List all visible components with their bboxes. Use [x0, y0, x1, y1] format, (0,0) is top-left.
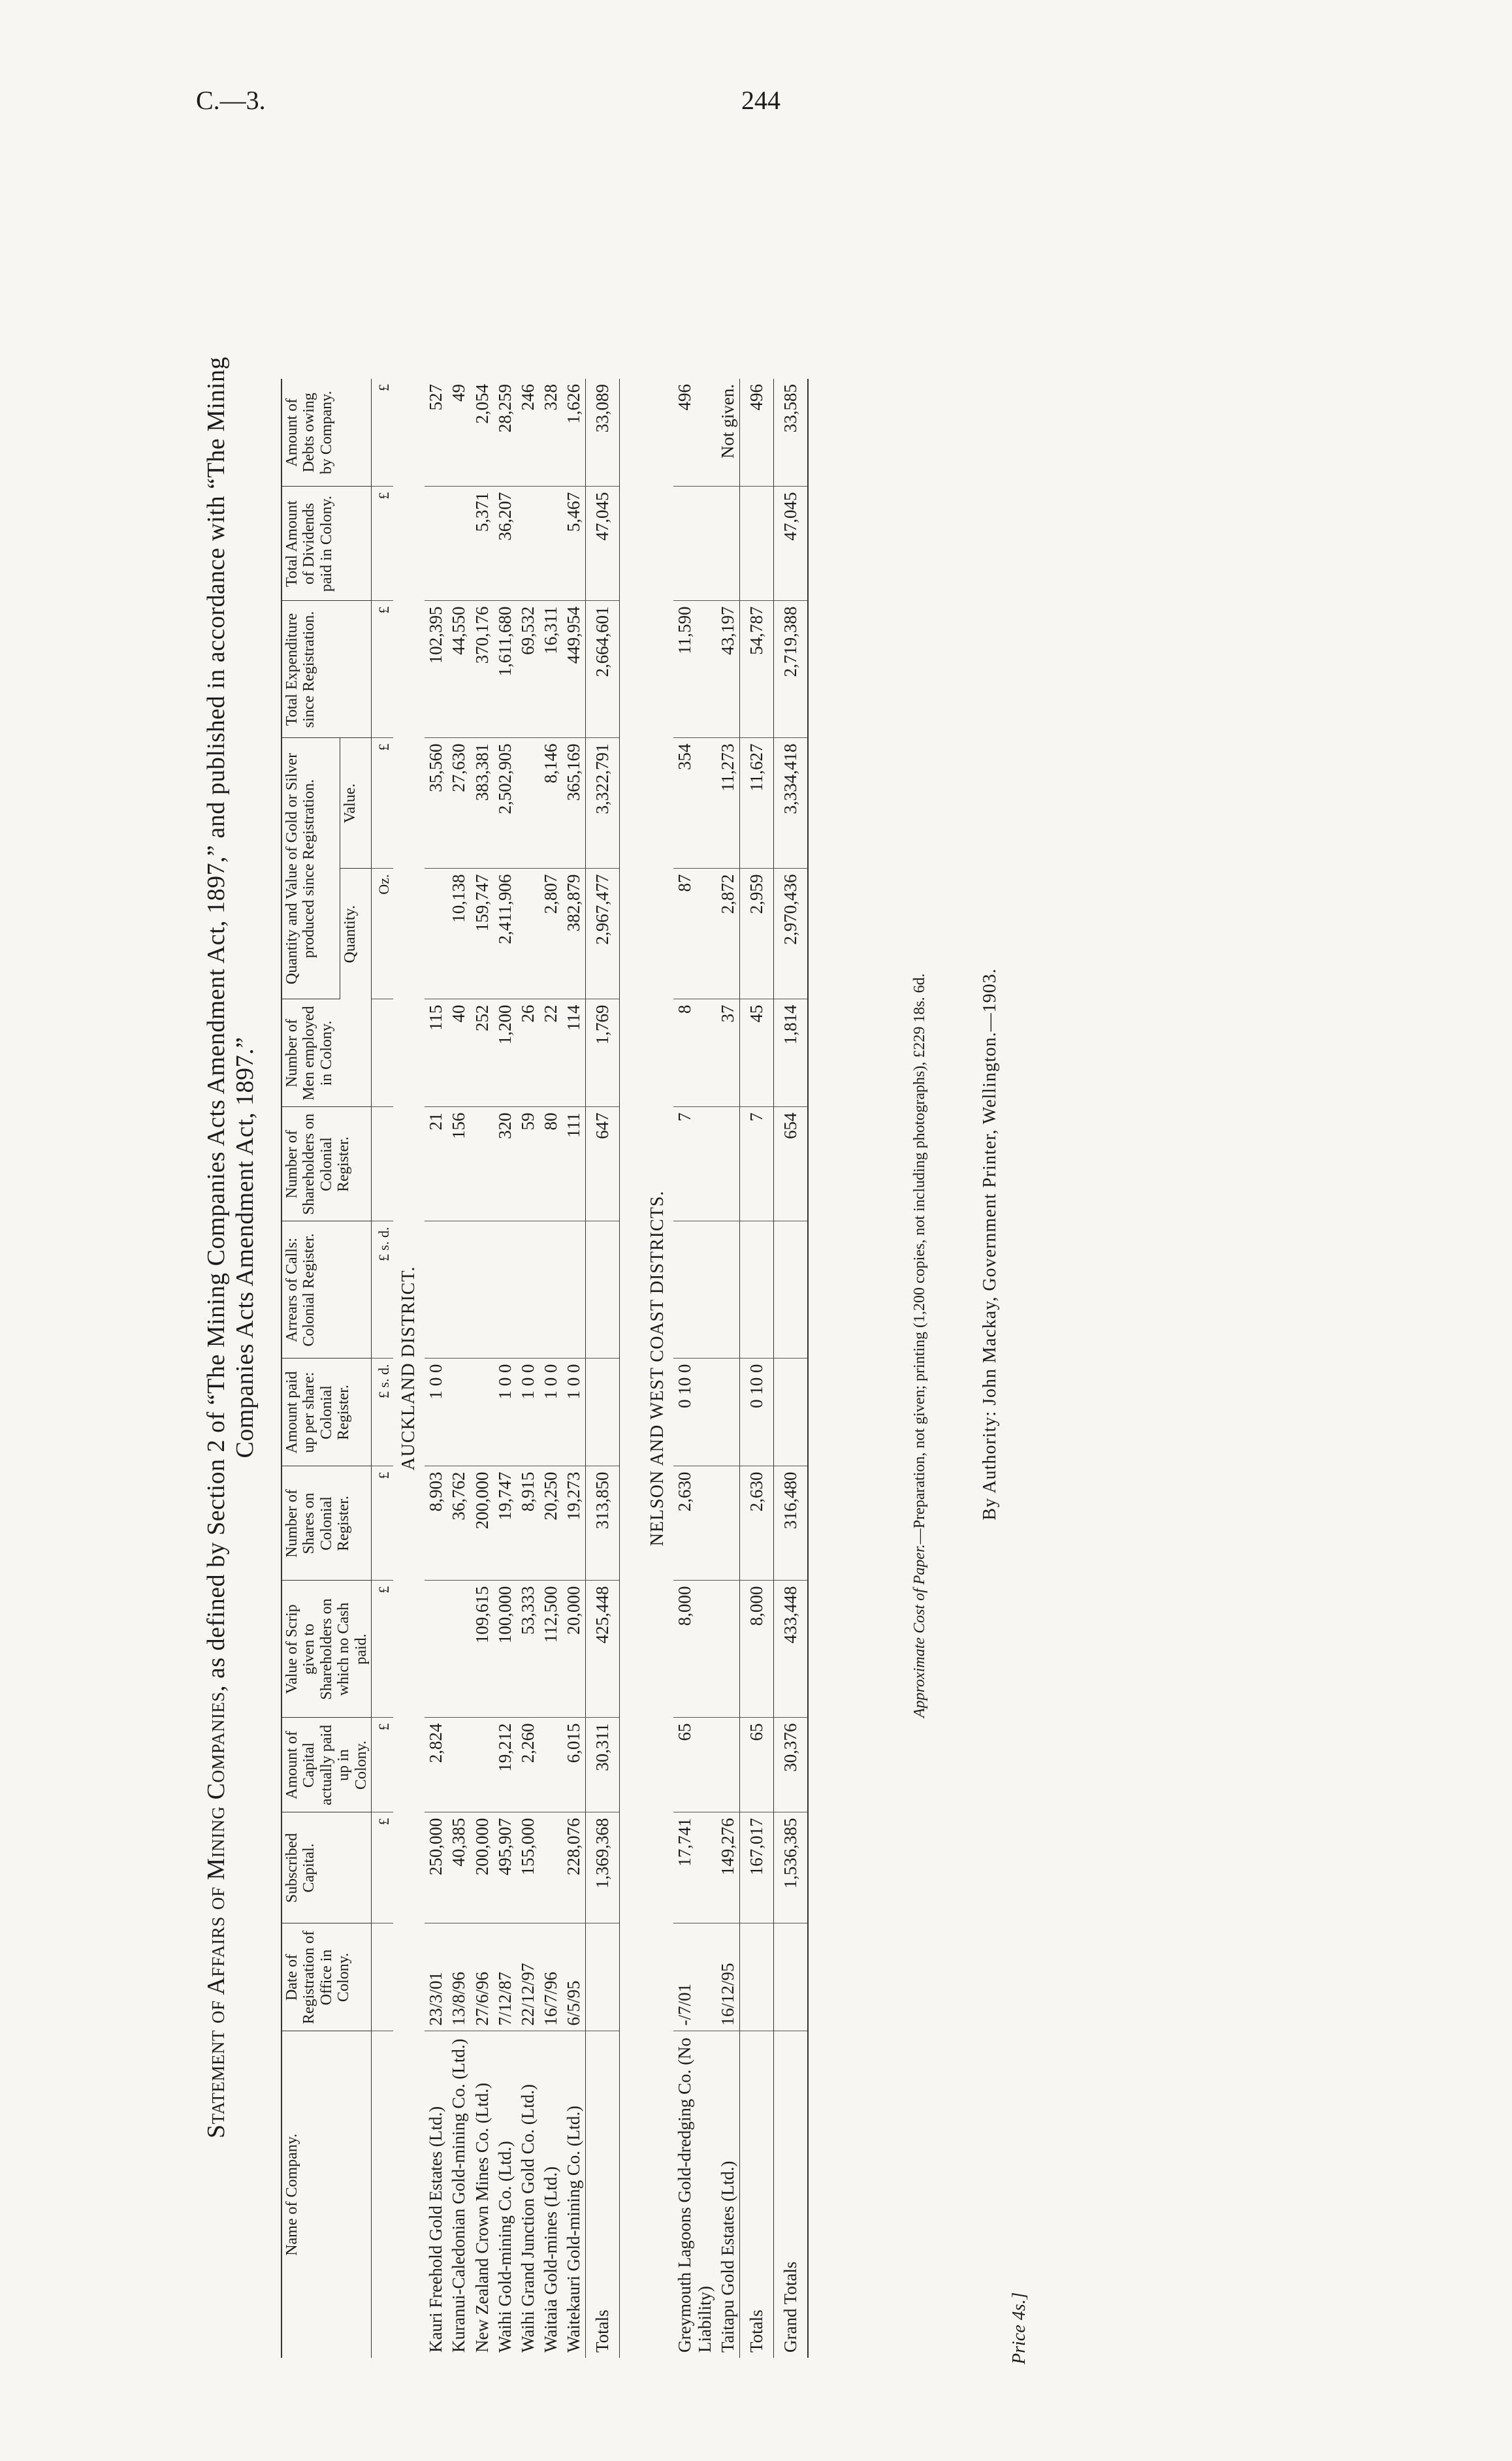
unit-cell-date: [371, 1923, 393, 2031]
cell-name: Kuranui-Caledonian Gold-mining Co. (Ltd.): [449, 2038, 469, 2353]
cell-value: 11,273: [716, 738, 740, 869]
table-row: [471, 379, 494, 2358]
cell-per-share: [471, 1359, 494, 1466]
page-number: 244: [741, 86, 780, 115]
cell-scrip: [447, 1581, 470, 1718]
col-date: Date of Registration of Office in Colony.: [281, 1923, 371, 2031]
cell-shareholders: 654: [774, 1107, 809, 1221]
unit-cell-value: £: [371, 738, 393, 869]
cell-debts: 2,054: [471, 379, 494, 487]
cell-paid-up: 65: [740, 1718, 774, 1812]
cell-men: 1,200: [494, 999, 517, 1107]
cell-debts: Not given.: [716, 379, 740, 487]
col-expenditure: Total Expenditure since Registration.: [281, 601, 371, 738]
cell-dividends: [673, 487, 716, 601]
cell-shares: 200,000: [471, 1466, 494, 1581]
cell-dividends: [425, 487, 447, 601]
cell-value: 3,322,791: [585, 738, 619, 869]
cell-shareholders: 320: [494, 1107, 517, 1221]
cell-expenditure: 54,787: [740, 601, 774, 738]
cell-arrears: [673, 1221, 716, 1359]
unit-cell-scrip: £: [371, 1581, 393, 1718]
cell-name: Totals: [740, 2031, 774, 2358]
table-row: [447, 379, 470, 2358]
cell-expenditure: 44,550: [447, 601, 470, 738]
cell-shares: 313,850: [585, 1466, 619, 1581]
cell-subscribed: 149,276: [716, 1812, 740, 1923]
cell-expenditure: 370,176: [471, 601, 494, 738]
cell-quantity: 2,411,906: [494, 869, 517, 999]
cell-date: 16/12/95: [716, 1923, 740, 2031]
cell-subscribed: [539, 1812, 562, 1923]
cell-name: Kauri Freehold Gold Estates (Ltd.): [426, 2106, 446, 2353]
cell-shareholders: 21: [425, 1107, 447, 1221]
col-dividends: Total Amount of Dividends paid in Colony.: [281, 487, 371, 601]
cell-quantity: 382,879: [562, 869, 586, 999]
cell-date: 23/3/01: [425, 1923, 447, 2031]
cell-arrears: [740, 1221, 774, 1359]
cell-subscribed: 155,000: [517, 1812, 539, 1923]
cell-dividends: 5,467: [562, 487, 586, 601]
cell-shares: 8,903: [425, 1466, 447, 1581]
cell-paid-up: 19,212: [494, 1718, 517, 1812]
cell-paid-up: 30,376: [774, 1718, 809, 1812]
cell-men: 1,769: [585, 999, 619, 1107]
cell-quantity: [425, 869, 447, 999]
cell-subscribed: 200,000: [471, 1812, 494, 1923]
cell-date: [740, 1923, 774, 2031]
cell-value: 27,630: [447, 738, 470, 869]
cell-scrip: 100,000: [494, 1581, 517, 1718]
cost-label: Approximate Cost of Paper.: [911, 1544, 928, 1718]
col-name: Name of Company.: [281, 2031, 371, 2358]
col-debts: Amount of Debts owing by Company.: [281, 379, 371, 487]
cell-paid-up: 6,015: [562, 1718, 586, 1812]
cell-value: [517, 738, 539, 869]
cell-subscribed: 250,000: [425, 1812, 447, 1923]
cell-expenditure: 16,311: [539, 601, 562, 738]
cell-per-share: [716, 1359, 740, 1466]
cell-value: 3,334,418: [774, 738, 809, 869]
title-line2: Companies Acts Amendment Act, 1897.”: [231, 1037, 259, 1458]
cell-shares: 316,480: [774, 1466, 809, 1581]
cell-subscribed: 1,369,368: [585, 1812, 619, 1923]
cell-men: 8: [673, 999, 716, 1107]
unit-cell-per-share: £ s. d.: [371, 1359, 393, 1466]
cell-expenditure: 43,197: [716, 601, 740, 738]
col-men: Number of Men employed in Colony.: [281, 999, 371, 1107]
cell-quantity: 2,807: [539, 869, 562, 999]
table-row: [539, 379, 562, 2358]
cell-per-share: [585, 1359, 619, 1466]
cell-shares: 2,630: [673, 1466, 716, 1581]
title-line1: as defined by Section 2 of “The Mining Companies Acts Amendment Act, 1897,” and published in accordance with “The Mining: [202, 357, 230, 1679]
unit-cell-paid-up: £: [371, 1718, 393, 1812]
cell-shares: 2,630: [740, 1466, 774, 1581]
cell-per-share: 1 0 0: [539, 1359, 562, 1466]
table-body: [371, 379, 808, 2358]
district-heading-auckland-label: AUCKLAND DISTRICT.: [398, 1266, 419, 1471]
cell-shares: 19,273: [562, 1466, 586, 1581]
col-per-share: Amount paid up per share: Colonial Register.: [281, 1359, 371, 1466]
cell-men: 26: [517, 999, 539, 1107]
cost-note: [911, 973, 929, 1718]
cell-arrears: [539, 1221, 562, 1359]
cell-scrip: 433,448: [774, 1581, 809, 1718]
unit-cell-shares: £: [371, 1466, 393, 1581]
cell-quantity: 10,138: [447, 869, 470, 999]
cell-value: 8,146: [539, 738, 562, 869]
cell-date: 27/6/96: [471, 1923, 494, 2031]
cell-scrip: 425,448: [585, 1581, 619, 1718]
cell-shareholders: 647: [585, 1107, 619, 1221]
cell-quantity: 159,747: [471, 869, 494, 999]
cell-arrears: [774, 1221, 809, 1359]
unit-cell-dividends: £: [371, 487, 393, 601]
cell-paid-up: [539, 1718, 562, 1812]
cell-arrears: [562, 1221, 586, 1359]
cell-expenditure: 2,664,601: [585, 601, 619, 738]
cell-men: 252: [471, 999, 494, 1107]
cell-per-share: 1 0 0: [425, 1359, 447, 1466]
cost-text: —Preparation, not given; printing (1,200 copies, not including photographs), £229 18s. 6d.: [911, 973, 928, 1545]
cell-dividends: [740, 487, 774, 601]
cell-shares: 36,762: [447, 1466, 470, 1581]
district-heading-auckland: [393, 379, 425, 2358]
cell-arrears: [447, 1221, 470, 1359]
cell-per-share: [774, 1359, 809, 1466]
cell-name: Waitaia Gold-mines (Ltd.): [540, 2166, 560, 2353]
cell-subscribed: 495,907: [494, 1812, 517, 1923]
cell-subscribed: 40,385: [447, 1812, 470, 1923]
cell-debts: 49: [447, 379, 470, 487]
cell-scrip: 8,000: [740, 1581, 774, 1718]
cell-value: 11,627: [740, 738, 774, 869]
cell-expenditure: 1,611,680: [494, 601, 517, 738]
col-paid-up: Amount of Capital actually paid up in Colony.: [281, 1718, 371, 1812]
statement-title: [202, 131, 259, 2364]
cell-scrip: 20,000: [562, 1581, 586, 1718]
cell-arrears: [471, 1221, 494, 1359]
cell-name: Taitapu Gold Estates (Ltd.): [718, 2161, 738, 2353]
grand-totals-row: [774, 379, 809, 2358]
cell-date: [774, 1923, 809, 2031]
cell-subscribed: 167,017: [740, 1812, 774, 1923]
cell-value: 365,169: [562, 738, 586, 869]
cell-value: 35,560: [425, 738, 447, 869]
cell-arrears: [517, 1221, 539, 1359]
district-heading-nelson: [642, 379, 673, 2358]
cell-shareholders: 80: [539, 1107, 562, 1221]
cell-dividends: 47,045: [774, 487, 809, 601]
cell-name: Greymouth Lagoons Gold-dredging Co. (No Liability): [675, 2037, 715, 2353]
cell-quantity: 2,872: [716, 869, 740, 999]
cell-date: -/7/01: [673, 1923, 716, 2031]
cell-shareholders: [716, 1107, 740, 1221]
cell-debts: 33,089: [585, 379, 619, 487]
cell-expenditure: 2,719,388: [774, 601, 809, 738]
cell-date: 16/7/96: [539, 1923, 562, 2031]
cell-date: [585, 1923, 619, 2031]
cell-shareholders: 156: [447, 1107, 470, 1221]
cell-paid-up: [471, 1718, 494, 1812]
mining-companies-table: [281, 379, 809, 2358]
cell-shareholders: 59: [517, 1107, 539, 1221]
cell-name: Waitekauri Gold-mining Co. (Ltd.): [563, 2106, 583, 2353]
cell-debts: 1,626: [562, 379, 586, 487]
cell-paid-up: [447, 1718, 470, 1812]
cell-men: 114: [562, 999, 586, 1107]
unit-cell-shareholders: [371, 1107, 393, 1221]
unit-cell-subscribed: £: [371, 1812, 393, 1923]
cell-arrears: [585, 1221, 619, 1359]
unit-cell-name: [371, 2031, 393, 2358]
cell-quantity: 2,959: [740, 869, 774, 999]
cell-value: 2,502,905: [494, 738, 517, 869]
cell-date: 13/8/96: [447, 1923, 470, 2031]
spacer-cell: [619, 379, 642, 2358]
cell-quantity: 2,967,477: [585, 869, 619, 999]
cell-scrip: [425, 1581, 447, 1718]
cell-name: Waihi Grand Junction Gold Co. (Ltd.): [517, 2083, 538, 2353]
unit-cell-arrears: £ s. d.: [371, 1221, 393, 1359]
cell-shareholders: [471, 1107, 494, 1221]
cell-value: 354: [673, 738, 716, 869]
cell-quantity: 2,970,436: [774, 869, 809, 999]
unit-cell-expenditure: £: [371, 601, 393, 738]
cell-per-share: 1 0 0: [517, 1359, 539, 1466]
cell-debts: 496: [740, 379, 774, 487]
cell-men: 22: [539, 999, 562, 1107]
cell-quantity: [517, 869, 539, 999]
cell-debts: 527: [425, 379, 447, 487]
table-row: [494, 379, 517, 2358]
cell-scrip: [716, 1581, 740, 1718]
document-reference: C.—3.: [196, 86, 266, 115]
col-gold-group: Quantity and Value of Gold or Silver produced since Registration.: [281, 738, 340, 999]
unit-cell-quantity: Oz.: [371, 869, 393, 999]
cell-dividends: [716, 487, 740, 601]
cell-per-share: 1 0 0: [494, 1359, 517, 1466]
cell-debts: 33,585: [774, 379, 809, 487]
cell-arrears: [494, 1221, 517, 1359]
cell-paid-up: 2,260: [517, 1718, 539, 1812]
cell-name: Grand Totals: [774, 2031, 809, 2358]
cell-shares: [716, 1466, 740, 1581]
cell-shareholders: 7: [673, 1107, 716, 1221]
col-scrip: Value of Scrip given to Shareholders on which no Cash paid.: [281, 1581, 371, 1718]
cell-scrip: 53,333: [517, 1581, 539, 1718]
cell-name: Waihi Gold-mining Co. (Ltd.): [494, 2140, 515, 2353]
col-value: Value.: [340, 738, 371, 869]
cell-paid-up: 30,311: [585, 1718, 619, 1812]
totals-row-nelson: [740, 379, 774, 2358]
col-arrears: Arrears of Calls: Colonial Register.: [281, 1221, 371, 1359]
printer-authority: By Authority: John Mackay, Government Printer, Wellington.—1903.: [980, 968, 1000, 1520]
cell-value: 383,381: [471, 738, 494, 869]
cell-expenditure: 11,590: [673, 601, 716, 738]
cell-expenditure: 449,954: [562, 601, 586, 738]
title-caps: Statement of Affairs of Mining Companies,: [202, 1684, 230, 2138]
cell-shares: 19,747: [494, 1466, 517, 1581]
cell-paid-up: 65: [673, 1718, 716, 1812]
cell-quantity: 87: [673, 869, 716, 999]
cell-debts: 496: [673, 379, 716, 487]
cell-scrip: 8,000: [673, 1581, 716, 1718]
col-shares: Number of Shares on Colonial Register.: [281, 1466, 371, 1581]
col-subscribed: Subscribed Capital.: [281, 1812, 371, 1923]
cell-per-share: 0 10 0: [740, 1359, 774, 1466]
cell-date: 7/12/87: [494, 1923, 517, 2031]
cell-subscribed: 228,076: [562, 1812, 586, 1923]
cell-subscribed: 17,741: [673, 1812, 716, 1923]
cell-dividends: [517, 487, 539, 601]
cell-name: New Zealand Crown Mines Co. (Ltd.): [472, 2082, 492, 2353]
cell-dividends: [447, 487, 470, 601]
cell-shareholders: 111: [562, 1107, 586, 1221]
col-quantity: Quantity.: [340, 869, 371, 999]
totals-row-auckland: [585, 379, 619, 2358]
cell-dividends: [539, 487, 562, 601]
cell-date: 6/5/95: [562, 1923, 586, 2031]
cell-arrears: [716, 1221, 740, 1359]
price-note: Price 4s.]: [1009, 2292, 1029, 2364]
cell-expenditure: 102,395: [425, 601, 447, 738]
cell-per-share: 0 10 0: [673, 1359, 716, 1466]
rotated-table-sheet: [202, 118, 1215, 2371]
district-heading-nelson-label: NELSON AND WEST COAST DISTRICTS.: [647, 1190, 668, 1547]
table-row: [562, 379, 586, 2358]
cell-arrears: [425, 1221, 447, 1359]
cell-shareholders: 7: [740, 1107, 774, 1221]
cell-men: 1,814: [774, 999, 809, 1107]
table-row: [425, 379, 447, 2358]
cell-shares: 8,915: [517, 1466, 539, 1581]
cell-dividends: 47,045: [585, 487, 619, 601]
cell-men: 40: [447, 999, 470, 1107]
unit-row: [371, 379, 393, 2358]
cell-men: 115: [425, 999, 447, 1107]
cell-debts: 246: [517, 379, 539, 487]
spacer-row: [619, 379, 642, 2358]
cell-debts: 28,259: [494, 379, 517, 487]
table-row: [716, 379, 740, 2358]
cell-subscribed: 1,536,385: [774, 1812, 809, 1923]
cell-shares: 20,250: [539, 1466, 562, 1581]
cell-scrip: 109,615: [471, 1581, 494, 1718]
table-row: [673, 379, 716, 2358]
cell-paid-up: 2,824: [425, 1718, 447, 1812]
cell-per-share: 1 0 0: [562, 1359, 586, 1466]
cell-paid-up: [716, 1718, 740, 1812]
table-row: [517, 379, 539, 2358]
cell-debts: 328: [539, 379, 562, 487]
col-shareholders: Number of Shareholders on Colonial Register.: [281, 1107, 371, 1221]
cell-date: 22/12/97: [517, 1923, 539, 2031]
cell-expenditure: 69,532: [517, 601, 539, 738]
cell-men: 45: [740, 999, 774, 1107]
cell-dividends: 5,371: [471, 487, 494, 601]
unit-cell-debts: £: [371, 379, 393, 487]
unit-cell-men: [371, 999, 393, 1107]
cell-men: 37: [716, 999, 740, 1107]
cell-name: Totals: [585, 2031, 619, 2358]
cell-per-share: [447, 1359, 470, 1466]
cell-scrip: 112,500: [539, 1581, 562, 1718]
cell-dividends: 36,207: [494, 487, 517, 601]
